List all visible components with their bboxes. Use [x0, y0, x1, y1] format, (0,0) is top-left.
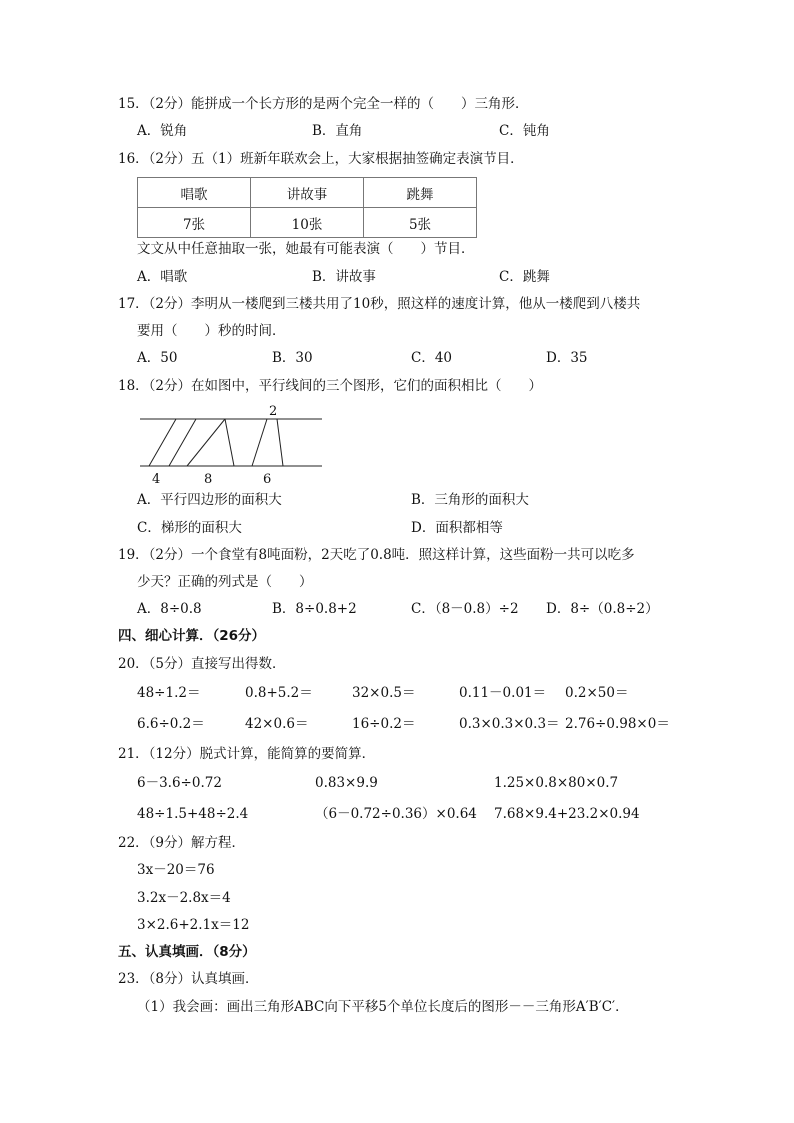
q20-r2-c3: 16÷0.2＝ [352, 716, 416, 732]
q16-option-c[interactable]: C．跳舞 [499, 269, 550, 285]
q22-stem: 22．（9分）解方程． [118, 835, 246, 851]
section-5-title: 五、认真填画．（8分） [118, 944, 256, 960]
q20-r2-c4: 0.3×0.3×0.3＝ [459, 716, 560, 732]
q21-r2-c2: （6－0.72÷0.36）×0.64 [315, 806, 477, 822]
q17-option-a[interactable]: A．50 [137, 350, 178, 366]
q20-r1-c1: 48÷1.2＝ [137, 685, 201, 701]
q19-option-b[interactable]: B．8÷0.8+2 [272, 601, 357, 617]
q23-stem: 23．（8分）认真填画． [118, 971, 259, 987]
q18-option-b[interactable]: B．三角形的面积大 [411, 492, 529, 508]
q17-option-c[interactable]: C．40 [411, 350, 453, 366]
q16-value-sing: 7张 [138, 208, 251, 238]
q16-header-dance: 跳舞 [364, 178, 477, 208]
q21-r1-c2: 0.83×9.9 [315, 775, 378, 791]
q15-option-b[interactable]: B．直角 [312, 123, 363, 139]
q22-equation-2: 3.2x－2.8x＝4 [137, 890, 231, 906]
q16-header-sing: 唱歌 [138, 178, 251, 208]
q17-stem-line2: 要用（ ）秒的时间． [137, 323, 286, 339]
q23-part1: （1）我会画：画出三角形ABC向下平移5个单位长度后的图形－－三角形A′B′C′． [137, 999, 629, 1015]
q21-stem: 21．（12分）脱式计算，能简算的要简算． [118, 746, 376, 762]
q20-r2-c1: 6.6÷0.2＝ [137, 716, 205, 732]
q21-r2-c3: 7.68×9.4+23.2×0.94 [494, 806, 640, 822]
q22-equation-1: 3x－20＝76 [137, 862, 215, 878]
q16-stem: 16．（2分）五（1）班新年联欢会上，大家根据抽签确定表演节目． [118, 151, 524, 167]
q19-option-a[interactable]: A．8÷0.8 [137, 601, 202, 617]
q22-equation-3: 3×2.6+2.1x＝12 [137, 917, 250, 933]
q15-option-a[interactable]: A．锐角 [137, 123, 188, 139]
label-bottom-8: 8 [204, 472, 213, 487]
q20-r2-c5: 2.76÷0.98×0＝ [565, 716, 670, 732]
q20-r1-c5: 0.2×50＝ [565, 685, 629, 701]
q15-option-c[interactable]: C．钝角 [499, 123, 550, 139]
q19-stem-line2: 少天？正确的列式是（ ） [137, 574, 313, 590]
q16-value-dance: 5张 [364, 208, 477, 238]
q18-parallel-lines-figure [135, 400, 335, 488]
q16-header-story: 讲故事 [251, 178, 364, 208]
triangle-left-side [187, 419, 225, 466]
q20-r1-c3: 32×0.5＝ [352, 685, 416, 701]
q20-r2-c2: 42×0.6＝ [245, 716, 309, 732]
q18-option-d[interactable]: D．面积都相等 [411, 520, 503, 536]
q20-stem: 20．（5分）直接写出得数． [118, 656, 286, 672]
triangle-right-side [225, 419, 234, 466]
q17-option-d[interactable]: D．35 [546, 350, 588, 366]
parallelogram-right-side [169, 419, 196, 466]
q20-r1-c4: 0.11－0.01＝ [459, 685, 547, 701]
label-top-2: 2 [269, 404, 278, 419]
q19-stem-line1: 19．（2分）一个食堂有8吨面粉，2天吃了0.8吨．照这样计算，这些面粉一共可以吃多 [118, 547, 635, 563]
q18-option-c[interactable]: C．梯形的面积大 [137, 520, 242, 536]
q15-stem: 15．（2分）能拼成一个长方形的是两个完全一样的（ ）三角形． [118, 96, 529, 112]
q19-option-c[interactable]: C．（8－0.8）÷2 [411, 601, 519, 617]
q18-option-a[interactable]: A．平行四边形的面积大 [137, 492, 282, 508]
trapezoid-right-side [277, 419, 283, 466]
trapezoid-left-side [252, 419, 267, 466]
q21-r2-c1: 48÷1.5+48÷2.4 [137, 806, 249, 822]
label-bottom-6: 6 [263, 472, 272, 487]
q21-r1-c3: 1.25×0.8×80×0.7 [494, 775, 619, 791]
q18-stem: 18．（2分）在如图中，平行线间的三个图形，它们的面积相比（ ） [118, 378, 543, 394]
q20-r1-c2: 0.8+5.2＝ [245, 685, 313, 701]
q21-r1-c1: 6－3.6÷0.72 [137, 775, 222, 791]
q19-option-d[interactable]: D．8÷（0.8÷2） [546, 601, 659, 617]
section-4-title: 四、细心计算．（26分） [118, 628, 266, 644]
q16-value-story: 10张 [251, 208, 364, 238]
q16-option-a[interactable]: A．唱歌 [137, 269, 188, 285]
q16-option-b[interactable]: B．讲故事 [312, 269, 376, 285]
q17-option-b[interactable]: B．30 [272, 350, 313, 366]
q17-stem-line1: 17．（2分）李明从一楼爬到三楼共用了10秒，照这样的速度计算，他从一楼爬到八楼共 [118, 296, 641, 312]
label-bottom-4: 4 [152, 472, 161, 487]
parallelogram-left-side [149, 419, 176, 466]
q16-followup: 文文从中任意抽取一张，她最有可能表演（ ）节目． [137, 241, 475, 257]
q16-table [137, 177, 477, 238]
